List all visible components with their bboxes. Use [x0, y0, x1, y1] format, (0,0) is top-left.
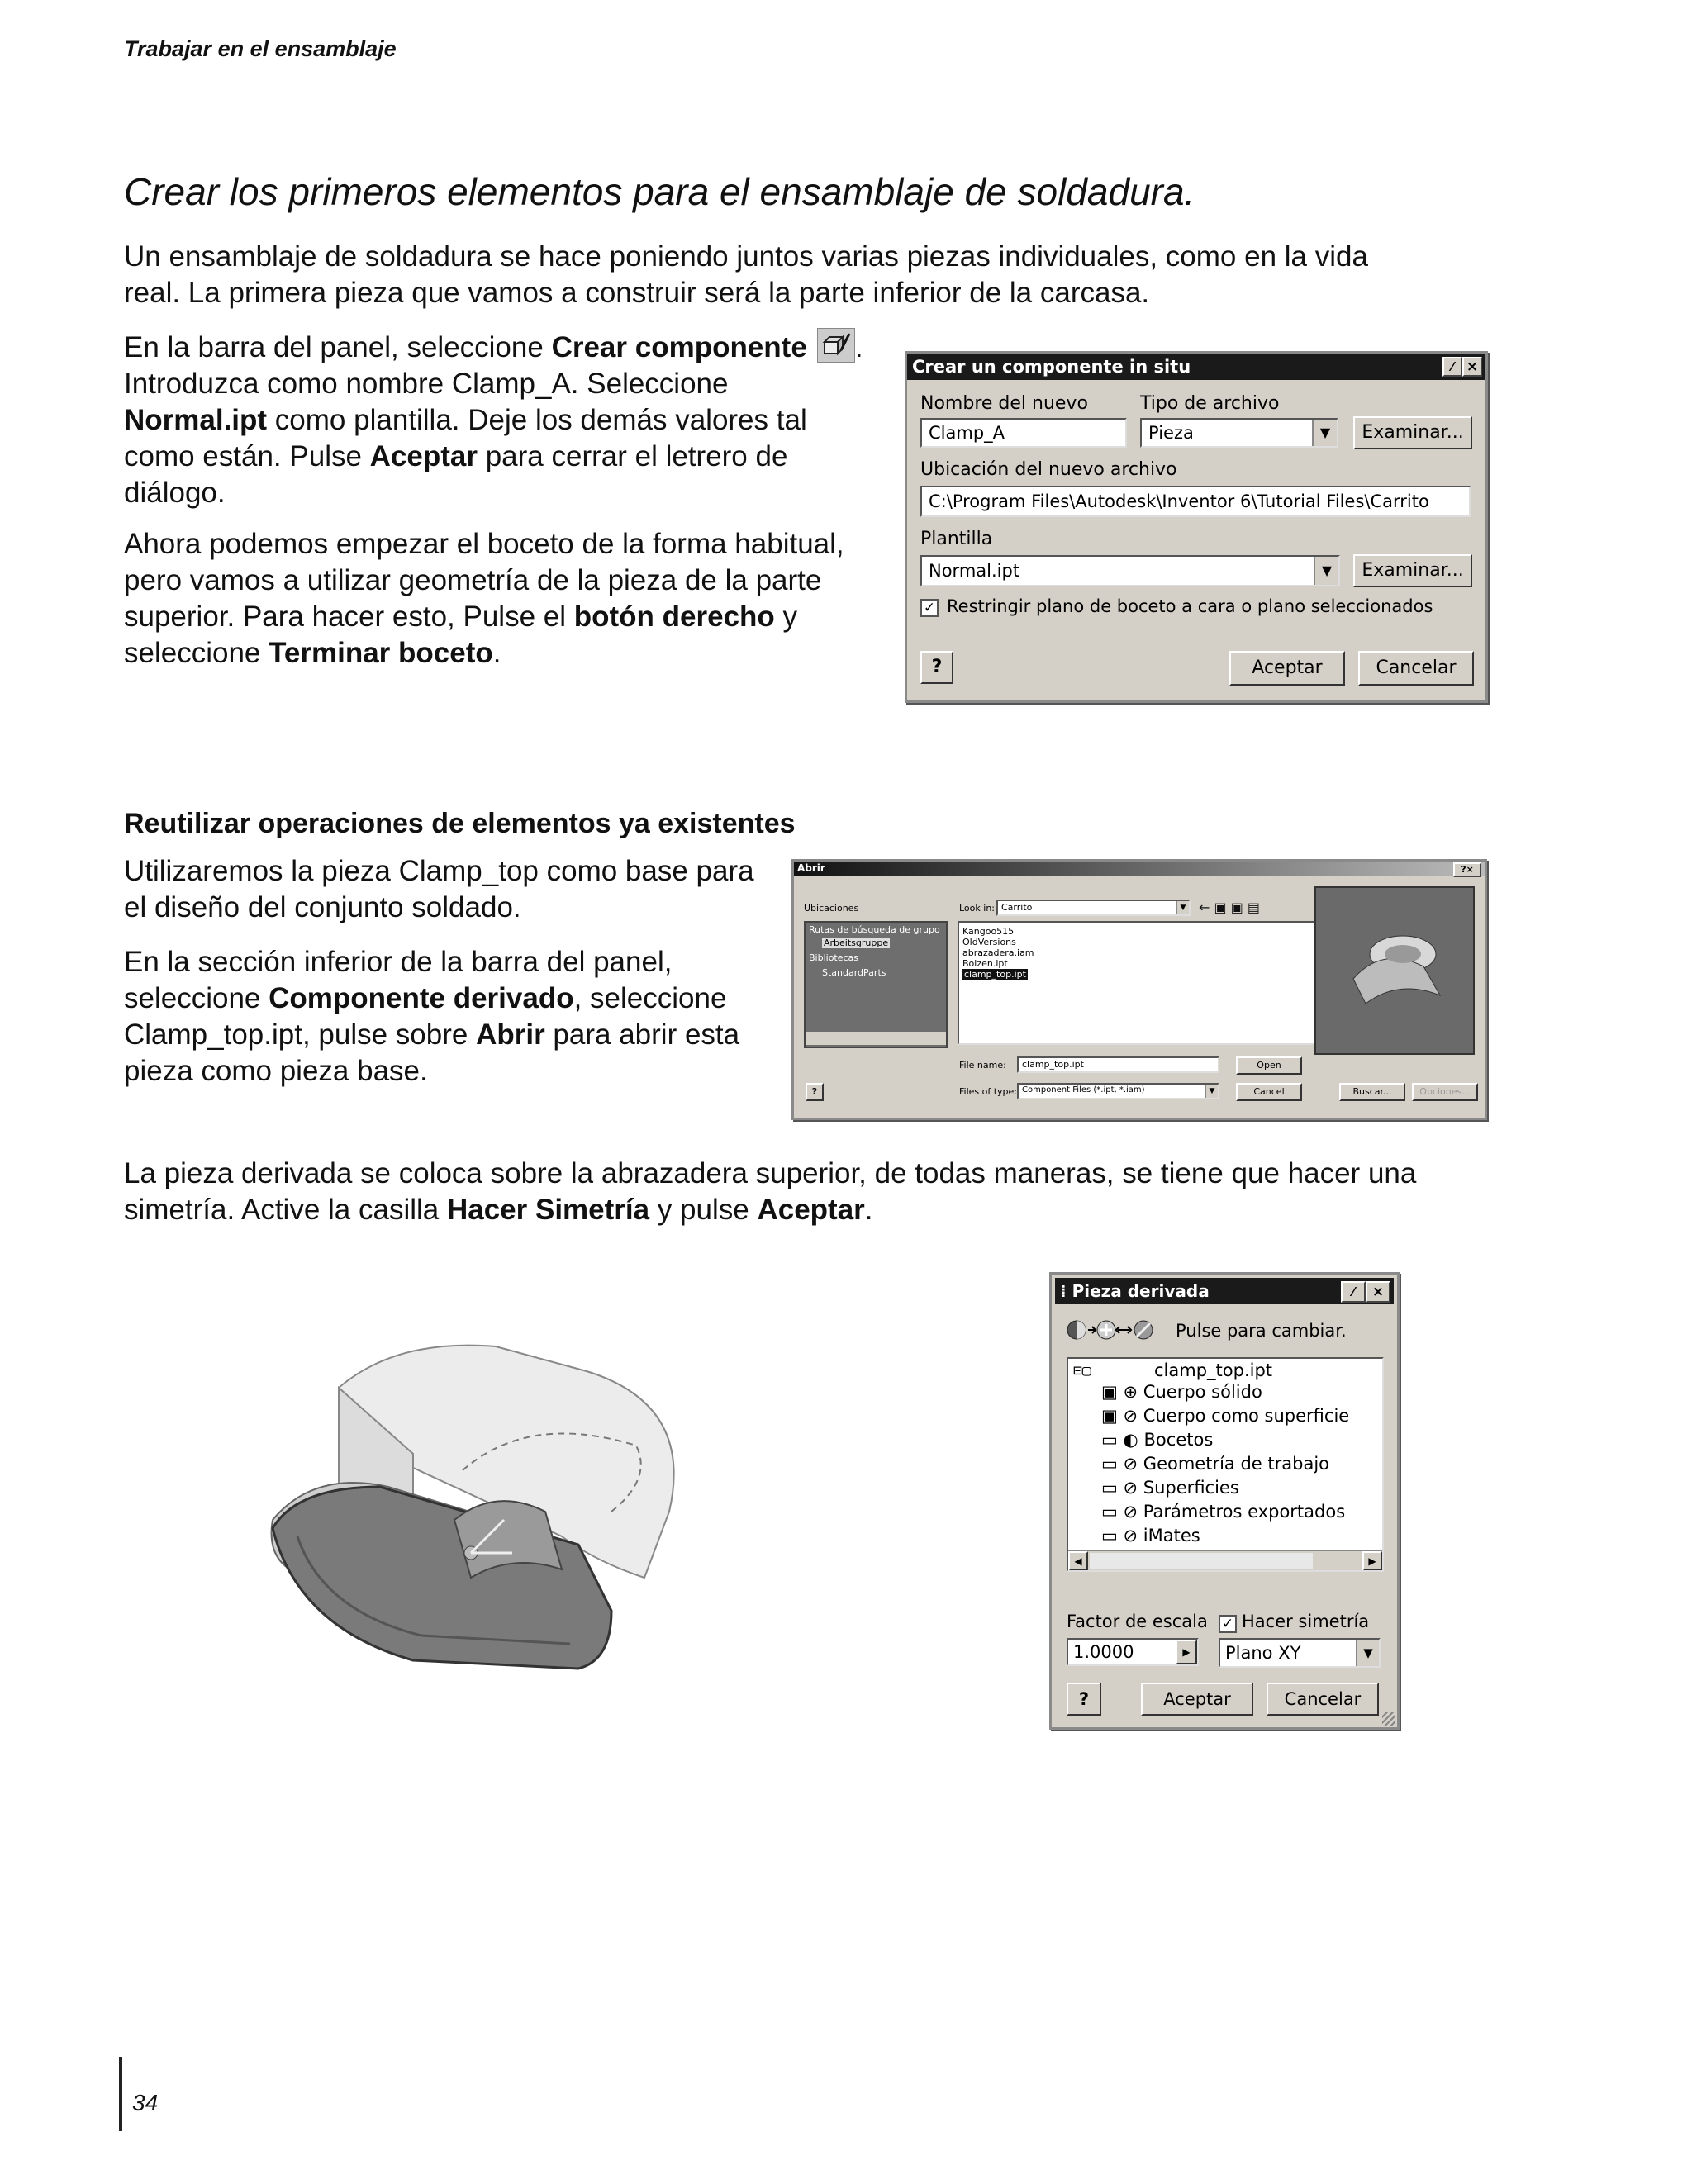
cancel-button[interactable]: Cancelar [1267, 1683, 1379, 1716]
cancel-button[interactable]: Cancelar [1358, 651, 1474, 686]
plane-value: Plano XY [1225, 1643, 1301, 1663]
component-tree[interactable] [1067, 1357, 1384, 1572]
file-list[interactable] [958, 921, 1367, 1045]
clamp-3d-illustration [248, 1330, 711, 1710]
p1-text: como están. Pulse [124, 440, 370, 472]
constrain-label: Restringir plano de boceto a cara o plano seleccionados [947, 596, 1433, 616]
folder-icon[interactable]: ▭ ⊘ [1101, 1454, 1143, 1474]
status-icons[interactable] [1065, 1318, 1168, 1346]
scale-input[interactable] [1067, 1638, 1199, 1666]
pin-icon[interactable]: ⁄ [1341, 1281, 1366, 1303]
locations-label: Ubicaciones [804, 903, 859, 914]
template-value: Normal.ipt [929, 561, 1020, 581]
tree-item-label: Cuerpo sólido [1143, 1382, 1262, 1402]
constrain-checkbox[interactable]: ✓ [920, 599, 939, 617]
p1-line-5: diálogo. [124, 477, 226, 509]
scale-label: Factor de escala [1067, 1612, 1208, 1631]
tree-item-label: iMates [1143, 1526, 1200, 1545]
plane-select[interactable] [1219, 1638, 1381, 1668]
tree-item-sketches[interactable] [1101, 1430, 1213, 1450]
chevron-down-icon[interactable]: ▼ [1356, 1640, 1379, 1666]
p4-line-4: pieza como pieza base. [124, 1055, 428, 1087]
file-item[interactable]: abrazadera.iam [962, 947, 1034, 958]
tree-item-surfaces[interactable] [1101, 1478, 1239, 1498]
scale-value: 1.0000 [1073, 1642, 1134, 1662]
file-type-value: Pieza [1148, 423, 1194, 443]
p1-line-3 [124, 402, 863, 439]
p1-bold-create-component: Crear componente [551, 331, 807, 363]
file-name-input[interactable]: clamp_top.ipt [1017, 1056, 1219, 1073]
p4-bold-open: Abrir [476, 1018, 545, 1051]
locations-scrollbar[interactable] [806, 1032, 946, 1045]
file-type-select[interactable] [1017, 1083, 1219, 1099]
p2-text: . [492, 637, 501, 669]
chevron-down-icon[interactable]: ▼ [1314, 557, 1338, 585]
file-item[interactable]: Bolzen.ipt [962, 958, 1008, 969]
dialog-titlebar [907, 354, 1485, 380]
tree-item-search-paths[interactable]: Rutas de búsqueda de grupo [809, 924, 940, 935]
p2-bold-finish-sketch: Terminar boceto [269, 637, 493, 669]
ok-button[interactable]: Aceptar [1141, 1683, 1253, 1716]
part-preview-image [1316, 888, 1473, 1053]
folder-icon[interactable]: ▭ ⊘ [1101, 1526, 1143, 1545]
name-label: Nombre del nuevo [920, 393, 1088, 414]
intro-line-2: real. La primera pieza que vamos a construir será la parte inferior de la carcasa. [124, 277, 1150, 309]
dialog-title-text: Pieza derivada [1072, 1281, 1210, 1301]
p3-line-2: el diseño del conjunto soldado. [124, 891, 521, 923]
p3-line-1: Utilizaremos la pieza Clamp_top como base para [124, 855, 754, 887]
mirror-label: Hacer simetría [1242, 1612, 1370, 1631]
hint-label: Pulse para cambiar. [1176, 1321, 1347, 1341]
tree-item-label: Bocetos [1143, 1430, 1214, 1450]
folder-icon[interactable]: ▭ ◐ [1101, 1430, 1144, 1450]
p1-line-2: Introduzca como nombre Clamp_A. Seleccione [124, 368, 729, 400]
p4-bold-derived: Componente derivado [269, 982, 574, 1014]
derived-part-dialog [1049, 1272, 1400, 1730]
p5-text: y pulse [649, 1194, 758, 1226]
name-input[interactable]: Clamp_A [920, 418, 1127, 448]
dialog-titlebar [1055, 1278, 1394, 1304]
scroll-thumb[interactable] [1090, 1553, 1313, 1569]
folder-icon[interactable]: ▭ ⊘ [1101, 1478, 1143, 1498]
p5-bold-aceptar: Aceptar [757, 1194, 865, 1226]
paragraph-finish-sketch [124, 526, 844, 672]
tree-item-label: Parámetros exportados [1143, 1502, 1346, 1522]
paragraph-derived-component [124, 944, 739, 1090]
section-title: Crear los primeros elementos para el ensamblaje de soldadura. [124, 170, 1195, 213]
file-item-selected[interactable]: clamp_top.ipt [964, 969, 1026, 980]
file-type-label: Tipo de archivo [1140, 393, 1280, 414]
p4-text: seleccione [124, 982, 269, 1014]
tree-scrollbar[interactable] [1068, 1550, 1382, 1571]
p4-line-3 [124, 1017, 739, 1053]
p5-line-2 [124, 1192, 1416, 1228]
p2-line-3 [124, 599, 844, 635]
running-header: Trabajar en el ensamblaje [124, 36, 397, 61]
dialog-title: Crear un componente in situ [912, 357, 1191, 377]
file-type-value: Component Files (*.ipt, *.iam) [1022, 1085, 1145, 1094]
template-label: Plantilla [920, 529, 993, 549]
tree-root[interactable]: clamp_top.ipt [1154, 1360, 1273, 1380]
subheading: Reutilizar operaciones de elementos ya existentes [124, 808, 796, 839]
p1-period: . [854, 331, 863, 363]
page-number: 34 [132, 2090, 159, 2115]
look-in-label: Look in: [959, 903, 995, 914]
p1-text: como plantilla. Deje los demás valores tal [267, 404, 807, 436]
options-button[interactable]: Opciones... [1412, 1083, 1478, 1101]
p5-line-1: La pieza derivada se coloca sobre la abrazadera superior, de todas maneras, se tiene que hacer una [124, 1157, 1417, 1189]
look-in-value: Carrito [1001, 902, 1033, 913]
close-icon[interactable]: × [1462, 357, 1482, 377]
look-in-select[interactable] [996, 900, 1191, 916]
intro-line-1: Un ensamblaje de soldadura se hace poniendo juntos varias piezas individuales, como en la vida [124, 240, 1368, 273]
scroll-right-icon[interactable]: ▶ [1362, 1551, 1382, 1571]
paragraph-mirror [124, 1156, 1416, 1228]
spinner-right-icon[interactable]: ▶ [1176, 1640, 1197, 1664]
p1-bold-aceptar: Aceptar [369, 440, 478, 472]
tree-item-label: Superficies [1143, 1478, 1239, 1498]
tree-item-label: Geometría de trabajo [1143, 1454, 1330, 1474]
dialog-titlebar [794, 862, 1485, 876]
p1-text: En la barra del panel, seleccione [124, 331, 552, 363]
pin-icon[interactable]: ⁄ [1442, 357, 1462, 377]
tree-item-solid-body[interactable] [1101, 1382, 1262, 1402]
find-button[interactable]: Buscar... [1339, 1083, 1405, 1101]
browse-button-2[interactable]: Examinar... [1353, 554, 1472, 587]
help-icon[interactable]: ? [806, 1083, 824, 1101]
open-button[interactable]: Open [1236, 1056, 1302, 1075]
file-item[interactable]: Kangoo515 [962, 926, 1015, 937]
cancel-button[interactable]: Cancel [1236, 1083, 1302, 1101]
p5-text: simetría. Active la casilla [124, 1194, 447, 1226]
file-name-label: File name: [959, 1060, 1006, 1071]
p4-text: Clamp_top.ipt, pulse sobre [124, 1018, 477, 1051]
dialog-title: ⁞ Pieza derivada [1060, 1281, 1210, 1301]
footer-rule [119, 2057, 122, 2131]
chevron-down-icon[interactable]: ▼ [1205, 1085, 1218, 1098]
browse-button-1[interactable]: Examinar... [1353, 416, 1472, 449]
location-input[interactable]: C:\Program Files\Autodesk\Inventor 6\Tutorial Files\Carrito [920, 486, 1471, 517]
file-type-select[interactable] [1140, 418, 1338, 448]
p1-line-1 [124, 328, 863, 366]
tree-item-standard-parts[interactable]: StandardParts [822, 967, 886, 978]
p4-text: para abrir esta [544, 1018, 740, 1051]
p1-text: para cerrar el letrero de [477, 440, 788, 472]
p2-text: y [774, 601, 798, 633]
paragraph-base-part [124, 853, 754, 926]
ok-button[interactable]: Aceptar [1229, 651, 1345, 686]
toolbar-icons[interactable]: ← ▣ ▣ ▤ [1199, 900, 1261, 915]
close-icon[interactable]: ?× [1453, 862, 1481, 877]
tree-item-exported-params[interactable] [1101, 1502, 1345, 1522]
help-icon[interactable]: ? [1067, 1683, 1101, 1716]
scroll-left-icon[interactable]: ◀ [1068, 1551, 1088, 1571]
intro-paragraph [124, 239, 1368, 311]
create-component-icon [817, 328, 855, 363]
p5-bold-mirror: Hacer Simetría [446, 1194, 650, 1226]
paragraph-create-component [124, 328, 863, 511]
folder-icon[interactable]: ▭ ⊘ [1101, 1502, 1143, 1522]
open-dialog [791, 859, 1487, 1120]
chevron-down-icon[interactable]: ▼ [1176, 901, 1189, 914]
plus-status-icon[interactable]: ▣ ⊕ [1101, 1382, 1143, 1402]
mirror-checkbox[interactable]: ✓ [1219, 1615, 1237, 1633]
location-label: Ubicación del nuevo archivo [920, 459, 1177, 480]
chevron-down-icon[interactable]: ▼ [1312, 420, 1337, 446]
p2-text: seleccione [124, 637, 269, 669]
tree-root-icons: ⊟▢ [1073, 1362, 1091, 1379]
p4-text: , seleccione [573, 982, 727, 1014]
tree-item-workgroup[interactable]: Arbeitsgruppe [824, 938, 889, 948]
tree-item-surface-body[interactable] [1101, 1406, 1349, 1426]
p2-line-1: Ahora podemos empezar el boceto de la forma habitual, [124, 528, 844, 560]
dialog-title: Abrir [797, 862, 825, 874]
help-icon[interactable]: ? [920, 651, 953, 684]
tree-item-work-geometry[interactable] [1101, 1454, 1329, 1474]
p4-line-1: En la sección inferior de la barra del panel, [124, 946, 673, 978]
p2-text: superior. Para hacer esto, Pulse el [124, 601, 574, 633]
p4-line-2 [124, 980, 739, 1017]
tree-item-imates[interactable] [1101, 1526, 1200, 1545]
p2-line-2: pero vamos a utilizar geometría de la pieza de la parte [124, 564, 822, 596]
close-icon[interactable]: × [1366, 1281, 1390, 1303]
tree-item-libraries[interactable]: Bibliotecas [809, 952, 859, 963]
exclude-status-icon[interactable]: ▣ ⊘ [1101, 1406, 1143, 1426]
file-type-label: Files of type: [959, 1086, 1018, 1097]
p1-line-4 [124, 439, 863, 475]
template-select[interactable] [920, 555, 1340, 586]
p5-text: . [864, 1194, 873, 1226]
p1-bold-normal-ipt: Normal.ipt [124, 404, 268, 436]
tree-item-label: Cuerpo como superficie [1143, 1406, 1350, 1426]
p2-bold-right-button: botón derecho [573, 601, 775, 633]
preview-pane [1314, 886, 1475, 1055]
p2-line-4 [124, 635, 844, 672]
create-component-dialog [905, 351, 1488, 703]
file-item[interactable]: OldVersions [962, 937, 1016, 947]
resize-grip[interactable] [1382, 1712, 1395, 1726]
locations-pane [804, 921, 948, 1048]
